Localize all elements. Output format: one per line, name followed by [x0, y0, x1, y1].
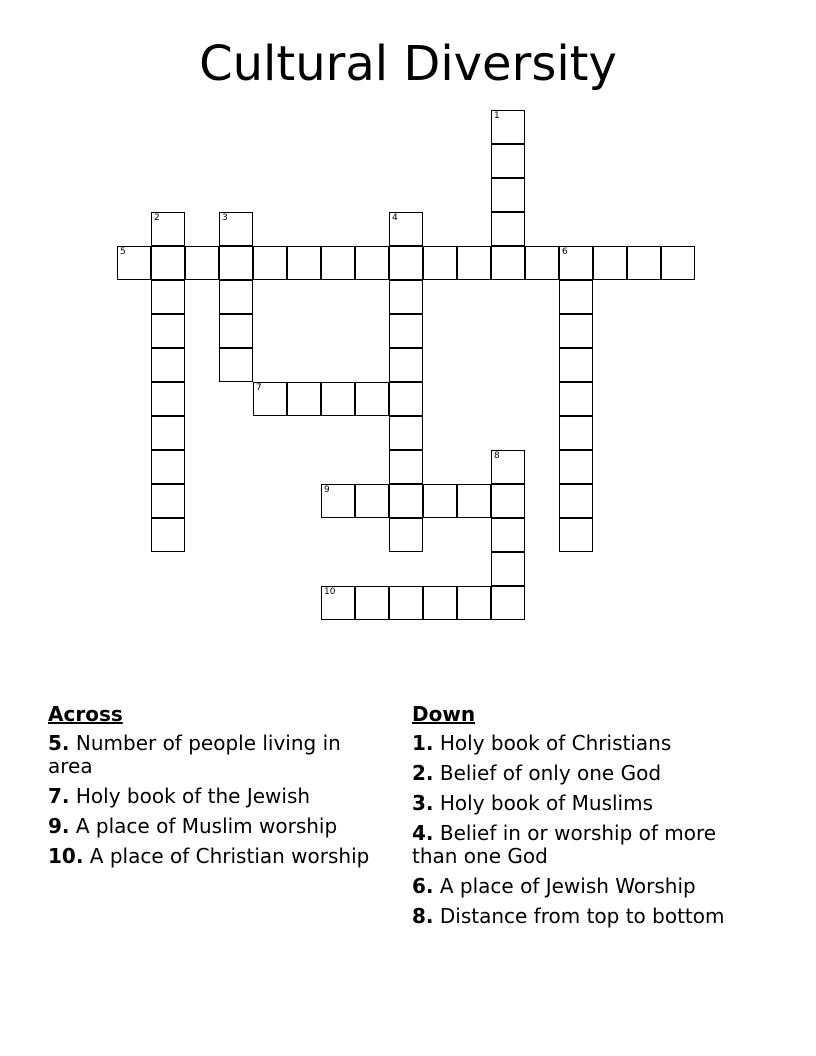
cell-number: 7: [256, 383, 262, 393]
grid-cell[interactable]: [559, 314, 593, 348]
clue-text: A place of Jewish Worship: [439, 874, 696, 898]
grid-cell[interactable]: [389, 246, 423, 280]
clue-number: 1.: [412, 731, 434, 755]
across-clues: [48, 702, 388, 875]
grid-cell[interactable]: [151, 416, 185, 450]
grid-cell[interactable]: [389, 484, 423, 518]
clue-down-8: [412, 905, 752, 928]
clue-down-6: [412, 875, 752, 898]
cell-number: 8: [494, 451, 500, 461]
grid-cell[interactable]: [287, 246, 321, 280]
grid-cell[interactable]: [321, 382, 355, 416]
grid-cell[interactable]: [355, 484, 389, 518]
cell-number: 6: [562, 247, 568, 257]
grid-cell[interactable]: [457, 484, 491, 518]
grid-cell[interactable]: [559, 246, 593, 280]
clue-text: Belief in or worship of more than one God: [412, 821, 717, 868]
grid-cell[interactable]: [559, 484, 593, 518]
grid-cell[interactable]: [185, 246, 219, 280]
grid-cell[interactable]: [151, 246, 185, 280]
grid-cell[interactable]: [559, 518, 593, 552]
grid-cell[interactable]: [457, 246, 491, 280]
grid-cell[interactable]: [151, 518, 185, 552]
puzzle-title: Cultural Diversity: [199, 36, 617, 92]
across-heading: Across: [48, 702, 123, 726]
grid-cell[interactable]: [219, 314, 253, 348]
grid-cell[interactable]: [219, 280, 253, 314]
grid-cell[interactable]: [491, 586, 525, 620]
cell-number: 3: [222, 213, 228, 223]
grid-cell[interactable]: [423, 484, 457, 518]
grid-cell[interactable]: [389, 212, 423, 246]
clue-number: 9.: [48, 814, 70, 838]
grid-cell[interactable]: [321, 484, 355, 518]
grid-cell[interactable]: [389, 382, 423, 416]
grid-cell[interactable]: [491, 552, 525, 586]
grid-cell[interactable]: [253, 246, 287, 280]
clue-text: Distance from top to bottom: [439, 904, 725, 928]
grid-cell[interactable]: [389, 586, 423, 620]
clue-number: 8.: [412, 904, 434, 928]
grid-cell[interactable]: [559, 416, 593, 450]
grid-cell[interactable]: [151, 382, 185, 416]
clue-text: A place of Christian worship: [89, 844, 370, 868]
grid-cell[interactable]: [389, 348, 423, 382]
clue-across-10: [48, 845, 388, 868]
cell-number: 10: [324, 587, 336, 597]
grid-cell[interactable]: [151, 348, 185, 382]
grid-cell[interactable]: [389, 518, 423, 552]
grid-cell[interactable]: [151, 314, 185, 348]
grid-cell[interactable]: [355, 382, 389, 416]
grid-cell[interactable]: [151, 280, 185, 314]
cell-number: 1: [494, 111, 500, 121]
grid-cell[interactable]: [389, 416, 423, 450]
clue-text: Holy book of Muslims: [439, 791, 654, 815]
grid-cell[interactable]: [253, 382, 287, 416]
down-clues: [412, 702, 752, 935]
clue-number: 10.: [48, 844, 84, 868]
clue-down-3: [412, 792, 752, 815]
grid-cell[interactable]: [491, 484, 525, 518]
grid-cell[interactable]: [151, 484, 185, 518]
grid-cell[interactable]: [423, 246, 457, 280]
clue-number: 7.: [48, 784, 70, 808]
grid-cell[interactable]: [491, 212, 525, 246]
grid-cell[interactable]: [627, 246, 661, 280]
clue-text: Holy book of the Jewish: [75, 784, 311, 808]
grid-cell[interactable]: [321, 246, 355, 280]
grid-cell[interactable]: [491, 518, 525, 552]
clue-text: Number of people living in area: [48, 731, 341, 778]
clue-number: 4.: [412, 821, 434, 845]
clue-down-1: [412, 732, 752, 755]
clue-number: 2.: [412, 761, 434, 785]
clue-text: Belief of only one God: [439, 761, 662, 785]
cell-number: 5: [120, 247, 126, 257]
grid-cell[interactable]: [355, 586, 389, 620]
grid-cell[interactable]: [389, 314, 423, 348]
grid-cell[interactable]: [151, 450, 185, 484]
grid-cell[interactable]: [423, 586, 457, 620]
grid-cell[interactable]: [219, 212, 253, 246]
grid-cell[interactable]: [321, 586, 355, 620]
grid-cell[interactable]: [491, 450, 525, 484]
clue-number: 6.: [412, 874, 434, 898]
cell-number: 9: [324, 485, 330, 495]
grid-cell[interactable]: [491, 144, 525, 178]
grid-cell[interactable]: [491, 110, 525, 144]
grid-cell[interactable]: [389, 280, 423, 314]
clue-across-5: [48, 732, 388, 778]
grid-cell[interactable]: [219, 246, 253, 280]
clue-down-2: [412, 762, 752, 785]
down-heading: Down: [412, 702, 476, 726]
grid-cell[interactable]: [151, 212, 185, 246]
grid-cell[interactable]: [457, 586, 491, 620]
grid-cell[interactable]: [491, 246, 525, 280]
grid-cell[interactable]: [661, 246, 695, 280]
clue-number: 5.: [48, 731, 70, 755]
cell-number: 2: [154, 213, 160, 223]
grid-cell[interactable]: [389, 450, 423, 484]
grid-cell[interactable]: [117, 246, 151, 280]
clue-number: 3.: [412, 791, 434, 815]
grid-cell[interactable]: [559, 382, 593, 416]
clue-across-7: [48, 785, 388, 808]
grid-cell[interactable]: [559, 280, 593, 314]
grid-cell[interactable]: [355, 246, 389, 280]
grid-cell[interactable]: [559, 450, 593, 484]
grid-cell[interactable]: [559, 348, 593, 382]
cell-number: 4: [392, 213, 398, 223]
clue-down-4: [412, 822, 752, 868]
grid-cell[interactable]: [525, 246, 559, 280]
clue-text: Holy book of Christians: [439, 731, 672, 755]
grid-cell[interactable]: [287, 382, 321, 416]
clue-across-9: [48, 815, 388, 838]
grid-cell[interactable]: [491, 178, 525, 212]
grid-cell[interactable]: [593, 246, 627, 280]
clue-text: A place of Muslim worship: [75, 814, 338, 838]
grid-cell[interactable]: [219, 348, 253, 382]
